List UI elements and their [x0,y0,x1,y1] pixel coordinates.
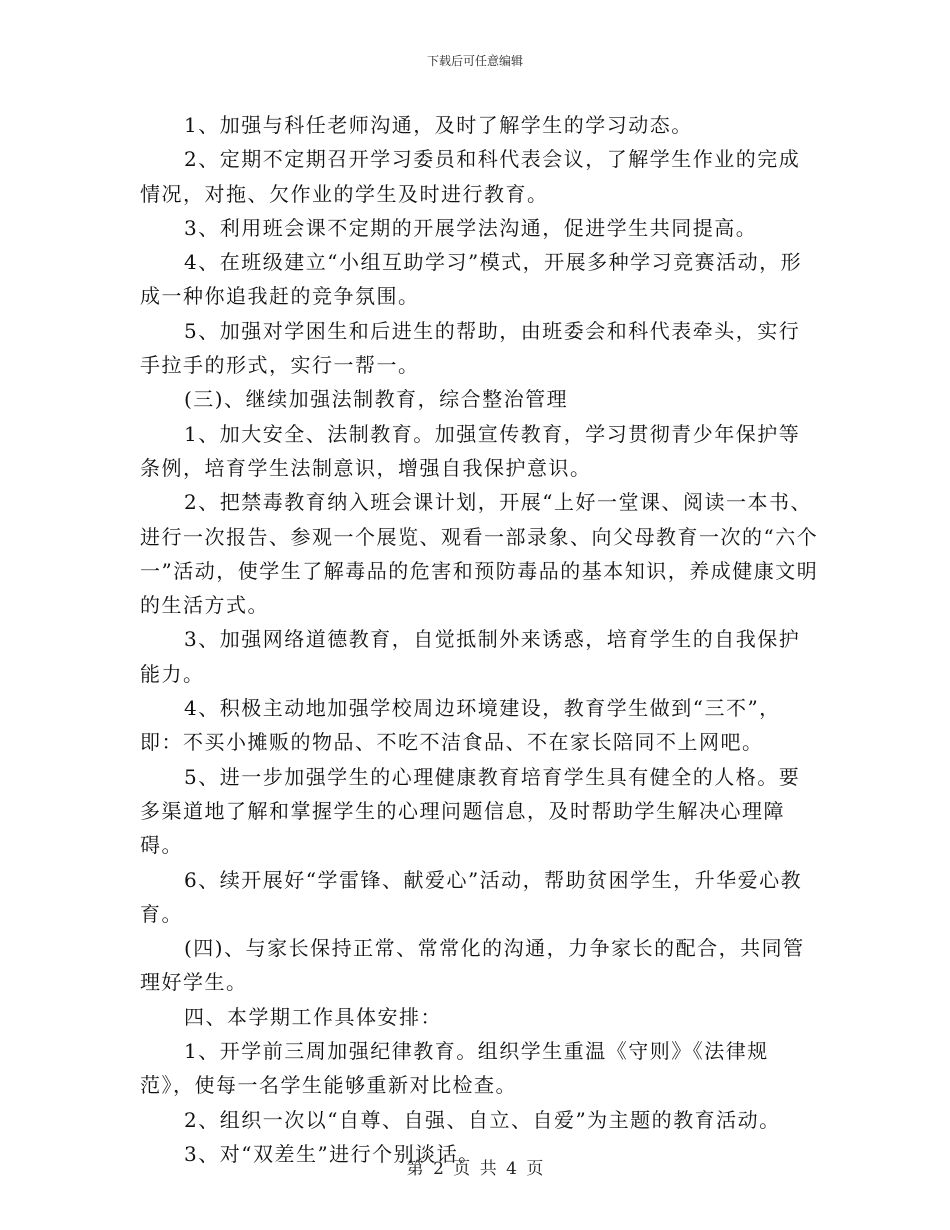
paragraph: 1、加强与科任老师沟通，及时了解学生的学习动态。 [184,113,693,137]
paragraph: 3、加强网络道德教育，自觉抵制外来诱惑，培育学生的自我保护能力。 [140,627,801,686]
paragraph: 5、加强对学困生和后进生的帮助，由班委会和科代表牵头，实行手拉手的形式，实行一帮一。 [140,318,801,378]
paragraph: 2、定期不定期召开学习委员和科代表会议，了解学生作业的完成情况，对拖、欠作业的学生及时进行教育。 [140,147,801,206]
paragraph: 1、加大安全、法制教育。加强宣传教育，学习贯彻青少年保护等条例，培育学生法制意识，增强自我保护意识。 [140,421,801,480]
paragraph: 2、组织一次以“自尊、自强、自立、自爱”为主题的教育活动。 [184,1107,781,1132]
page-header: 下载后可任意编辑 [426,54,523,68]
paragraph: 1、开学前三周加强纪律教育。组织学生重温《守则》《法律规范》，使每一名学生能够重新对比检查。 [140,1039,769,1098]
document-body [140,108,820,1171]
paragraph: 4、积极主动地加强学校周边环境建设，教育学生做到“三不”，即：不买小摊贩的物品、不吃不洁食品、不在家长陪同不上网吧。 [140,696,781,755]
section-heading: (四)、与家长保持正常、常常化的沟通，力争家长的配合，共同管理好学生。 [140,936,805,995]
paragraph: 6、续开展好“学雷锋、献爱心”活动，帮助贫困学生，升华爱心教育。 [140,867,803,926]
page-footer: 第 2 页 共 4 页 [406,1159,544,1179]
section-heading: (三)、继续加强法制教育，综合整治管理 [184,387,569,412]
paragraph: 3、利用班会课不定期的开展学法沟通，促进学生共同提高。 [184,215,758,240]
paragraph: 2、把禁毒教育纳入班会课计划，开展“上好一堂课、阅读一本书、进行一次报告、参观一个展览、观看一部录象、向父母教育一次的“六个一”活动，使学生了解毒品的危害和预防毒品的基本知识，养成健康文明的生活方式。 [140,490,819,618]
section-heading: 四、本学期工作具体安排： [184,1004,442,1029]
paragraph: 5、进一步加强学生的心理健康教育培育学生具有健全的人格。要多渠道地了解和掌握学生的心理问题信息，及时帮助学生解决心理障碍。 [140,764,801,858]
paragraph: 3、对“双差生”进行个别谈话。 [184,1141,480,1166]
paragraph: 4、在班级建立“小组互助学习”模式，开展多种学习竞赛活动，形成一种你追我赶的竞争氛围。 [140,250,803,309]
